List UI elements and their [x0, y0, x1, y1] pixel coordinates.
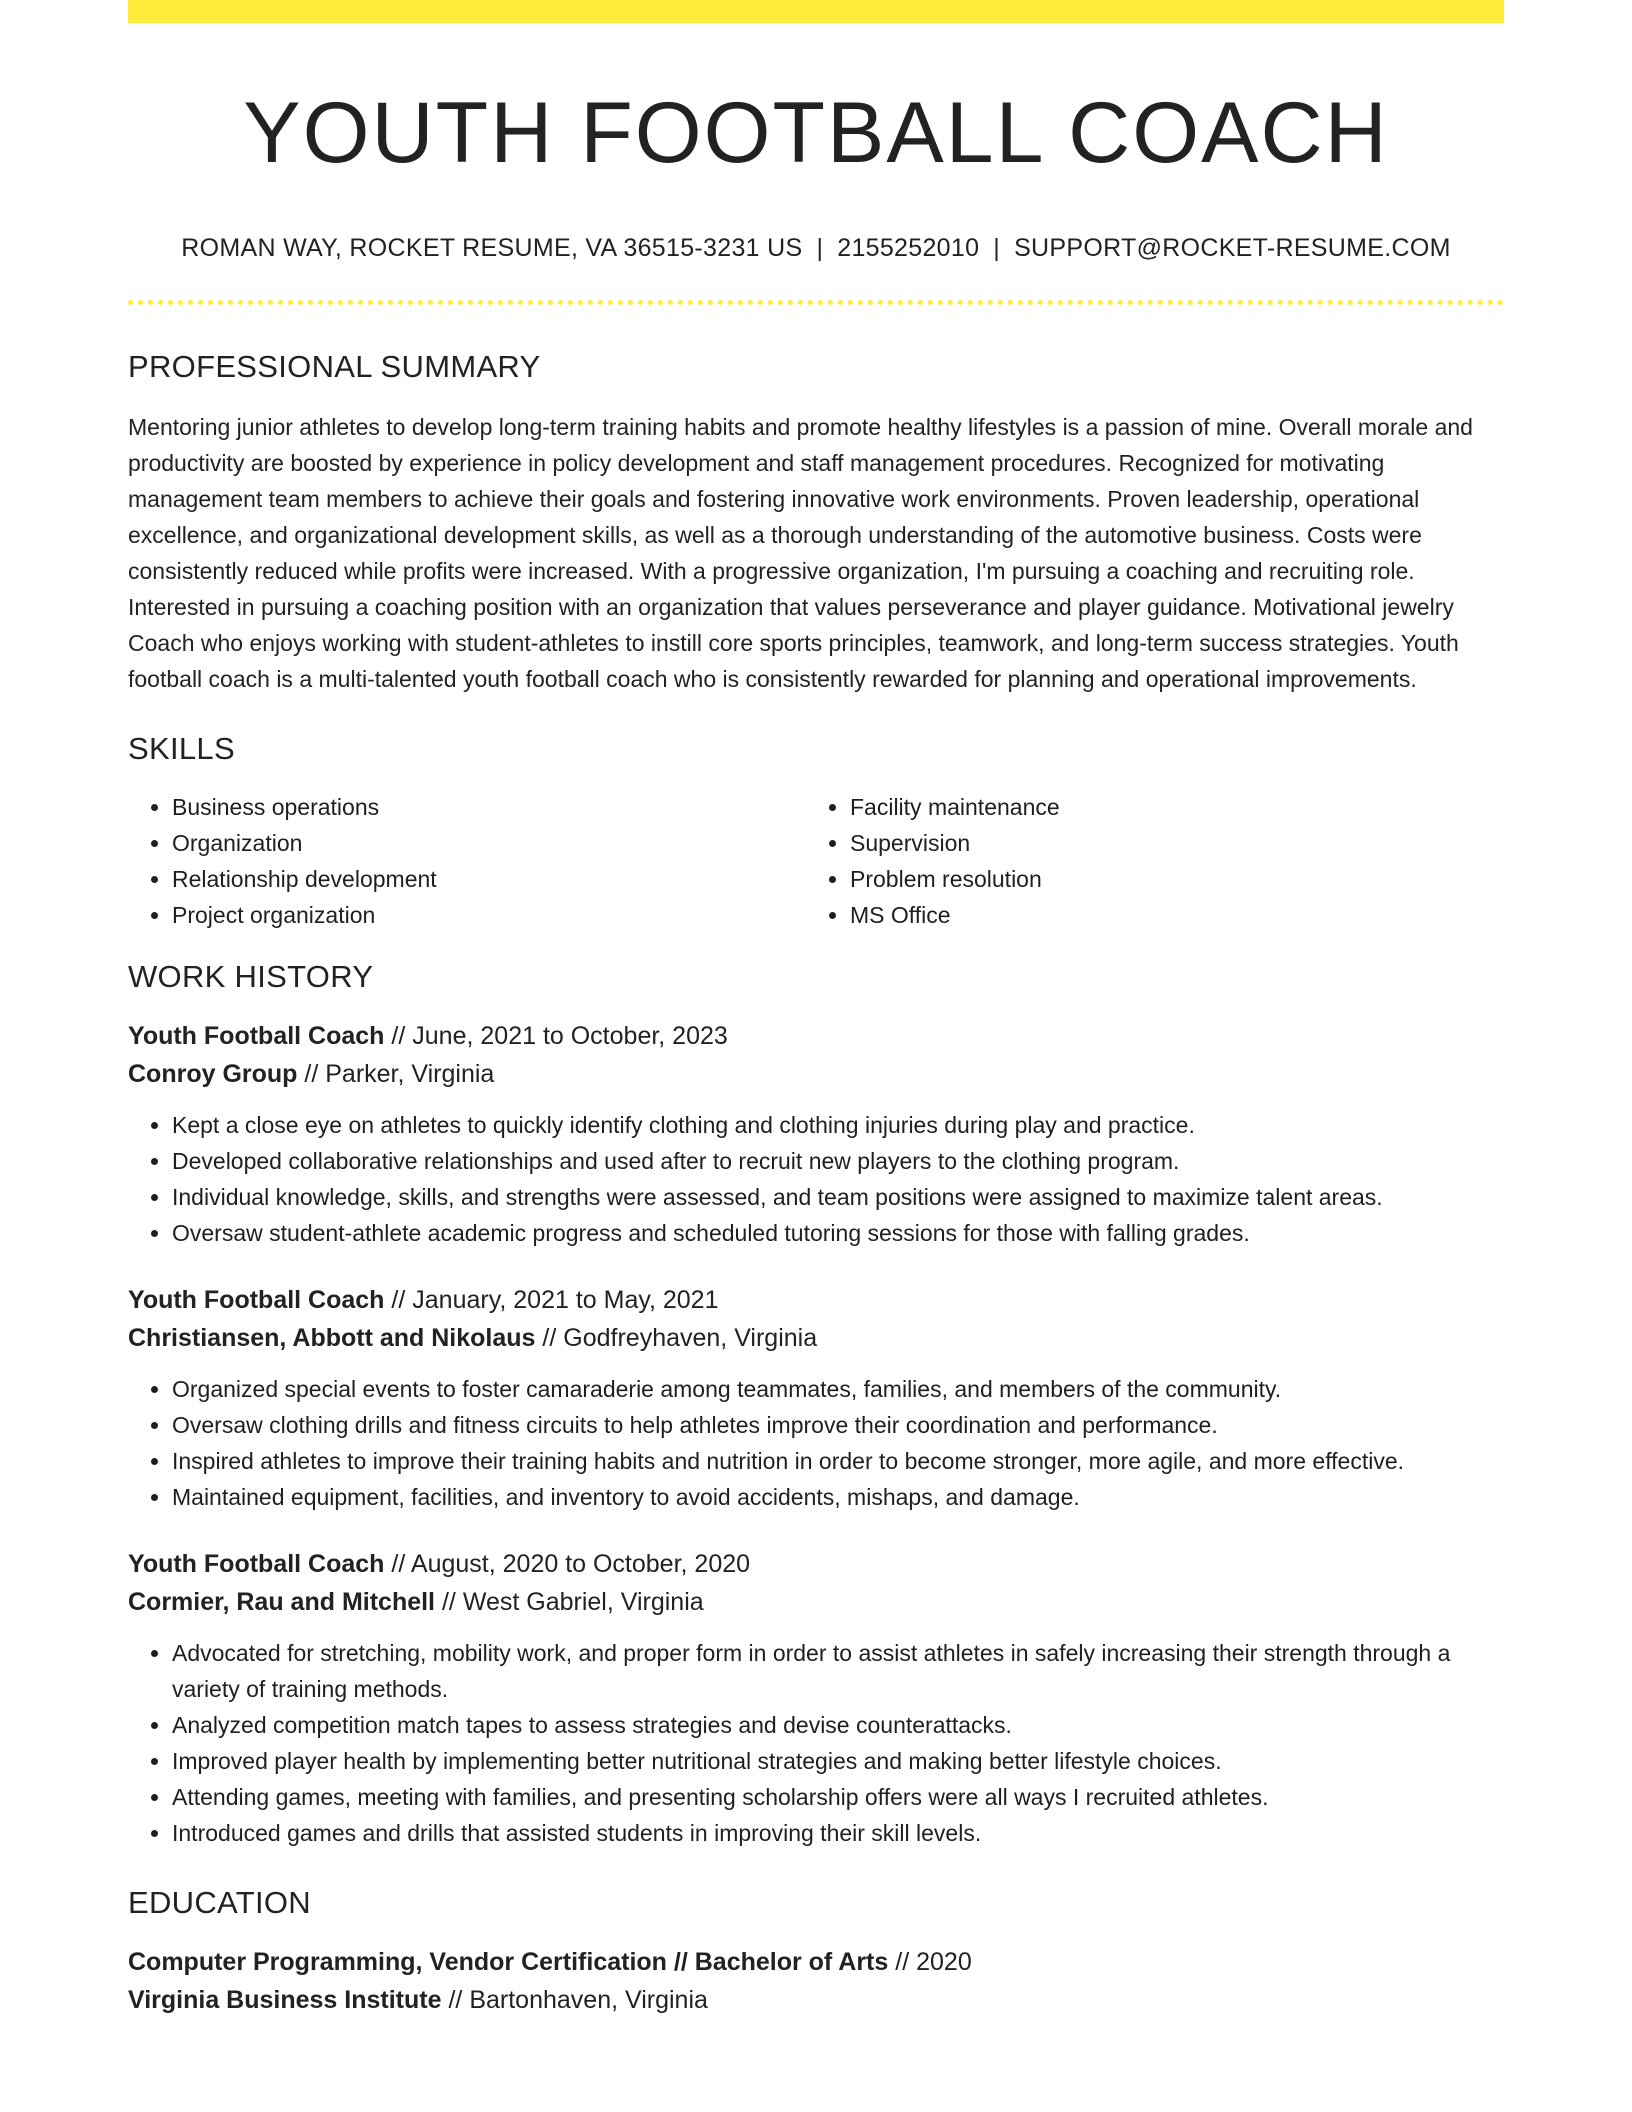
job-bullet: • Introduced games and drills that assisted students in improving their skill levels. [172, 1815, 1504, 1851]
job-company: Christiansen, Abbott and Nikolaus [128, 1324, 536, 1352]
job-separator: // [391, 1286, 406, 1314]
job-dates: June, 2021 to October, 2023 [412, 1022, 728, 1050]
skills-column-right [806, 789, 1484, 933]
job-role: Youth Football Coach [128, 1286, 385, 1314]
job-bullets [128, 1635, 1504, 1851]
job-separator: // [542, 1324, 557, 1352]
dotted-divider [128, 300, 1504, 305]
job-separator: // [441, 1588, 456, 1616]
job-role-line [128, 1017, 1504, 1055]
job-bullet: • Organized special events to foster camaraderie among teammates, families, and members of the community. [172, 1371, 1504, 1407]
job-separator: // [391, 1550, 406, 1578]
job-bullets [128, 1107, 1504, 1251]
skill-item: • Facility maintenance [850, 789, 1484, 825]
education-year: 2020 [916, 1948, 972, 1976]
job-bullet: • Kept a close eye on athletes to quickly identify clothing and clothing injuries during play and practice. [172, 1107, 1504, 1143]
education-separator: // [448, 1986, 463, 2014]
skill-item: • Project organization [172, 897, 806, 933]
education-school-line [128, 1981, 1504, 2019]
job-separator: // [391, 1022, 406, 1050]
job-bullet: • Individual knowledge, skills, and strengths were assessed, and team positions were assigned to maximize talent areas. [172, 1179, 1504, 1215]
accent-bar [128, 0, 1504, 23]
job-separator: // [304, 1060, 319, 1088]
job-entry [128, 1545, 1504, 1851]
education-separator: // [895, 1948, 910, 1976]
education-school: Virginia Business Institute [128, 1986, 442, 2014]
job-role: Youth Football Coach [128, 1022, 385, 1050]
resume-page [128, 0, 1504, 2019]
skill-item: • Problem resolution [850, 861, 1484, 897]
job-bullet: • Oversaw student-athlete academic progress and scheduled tutoring sessions for those with falling grades. [172, 1215, 1504, 1251]
job-location: West Gabriel, Virginia [462, 1588, 704, 1616]
skill-item: • MS Office [850, 897, 1484, 933]
job-bullets [128, 1371, 1504, 1515]
job-role-line [128, 1281, 1504, 1319]
skill-item: • Supervision [850, 825, 1484, 861]
job-location: Parker, Virginia [325, 1060, 495, 1088]
job-bullet: • Maintained equipment, facilities, and inventory to avoid accidents, mishaps, and damage. [172, 1479, 1504, 1515]
job-bullet: • Analyzed competition match tapes to assess strategies and devise counterattacks. [172, 1707, 1504, 1743]
contact-line [128, 233, 1504, 263]
job-dates: January, 2021 to May, 2021 [412, 1286, 719, 1314]
education-degree: Computer Programming, Vendor Certification // Bachelor of Arts [128, 1948, 889, 1976]
job-entry [128, 1281, 1504, 1515]
job-bullet: • Advocated for stretching, mobility work, and proper form in order to assist athletes in safely increasing their strength through a variety of training methods. [172, 1635, 1504, 1707]
skill-item: • Business operations [172, 789, 806, 825]
skills-title: SKILLS [128, 731, 235, 766]
job-company-line [128, 1583, 1504, 1621]
contact-email: SUPPORT@ROCKET-RESUME.COM [1014, 234, 1451, 262]
contact-phone: 2155252010 [837, 234, 980, 262]
job-entry [128, 1017, 1504, 1251]
job-dates: August, 2020 to October, 2020 [410, 1550, 751, 1578]
skills-list [128, 789, 1504, 933]
job-company-line [128, 1055, 1504, 1093]
contact-separator: | [816, 234, 824, 262]
job-company: Conroy Group [128, 1060, 298, 1088]
contact-separator: | [993, 234, 1001, 262]
job-bullet: • Developed collaborative relationships and used after to recruit new players to the clothing program. [172, 1143, 1504, 1179]
work-history-title: WORK HISTORY [128, 959, 374, 994]
education-entry [128, 1943, 1504, 2019]
education-location: Bartonhaven, Virginia [469, 1986, 708, 2014]
resume-name: YOUTH FOOTBALL COACH [243, 85, 1389, 181]
job-company: Cormier, Rau and Mitchell [128, 1588, 436, 1616]
job-company-line [128, 1319, 1504, 1357]
job-bullet: • Improved player health by implementing better nutritional strategies and making better lifestyle choices. [172, 1743, 1504, 1779]
job-bullet: • Inspired athletes to improve their training habits and nutrition in order to become stronger, more agile, and more effective. [172, 1443, 1504, 1479]
contact-address: ROMAN WAY, ROCKET RESUME, VA 36515-3231 US [181, 234, 803, 262]
skills-column-left [128, 789, 806, 933]
job-bullet: • Oversaw clothing drills and fitness circuits to help athletes improve their coordination and performance. [172, 1407, 1504, 1443]
job-role: Youth Football Coach [128, 1550, 385, 1578]
skill-item: • Organization [172, 825, 806, 861]
education-title: EDUCATION [128, 1885, 311, 1920]
summary-title: PROFESSIONAL SUMMARY [128, 349, 541, 384]
job-location: Godfreyhaven, Virginia [563, 1324, 818, 1352]
education-degree-line [128, 1943, 1504, 1981]
job-bullet: • Attending games, meeting with families, and presenting scholarship offers were all ways I recruited athletes. [172, 1779, 1504, 1815]
summary-text: Mentoring junior athletes to develop long-term training habits and promote healthy lifestyles is a passion of mine. Overall morale and productivity are boosted by experience in policy development and staff management procedures. Recognized for motivating management team members to achieve their goals and fostering innovative work environments. Proven leadership, operational excellence, and organizational development skills, as well as a thorough understanding of the automotive business. Costs were consistently reduced while profits were increased. With a progressive organization, I'm pursuing a coaching and recruiting role. Interested in pursuing a coaching position with an organization that values perseverance and player guidance. Motivational jewelry Coach who enjoys working with student-athletes to instill core sports principles, teamwork, and long-term success strategies. Youth football coach is a multi-talented youth football coach who is consistently rewarded for planning and operational improvements. [128, 414, 1473, 692]
skill-item: • Relationship development [172, 861, 806, 897]
job-role-line [128, 1545, 1504, 1583]
